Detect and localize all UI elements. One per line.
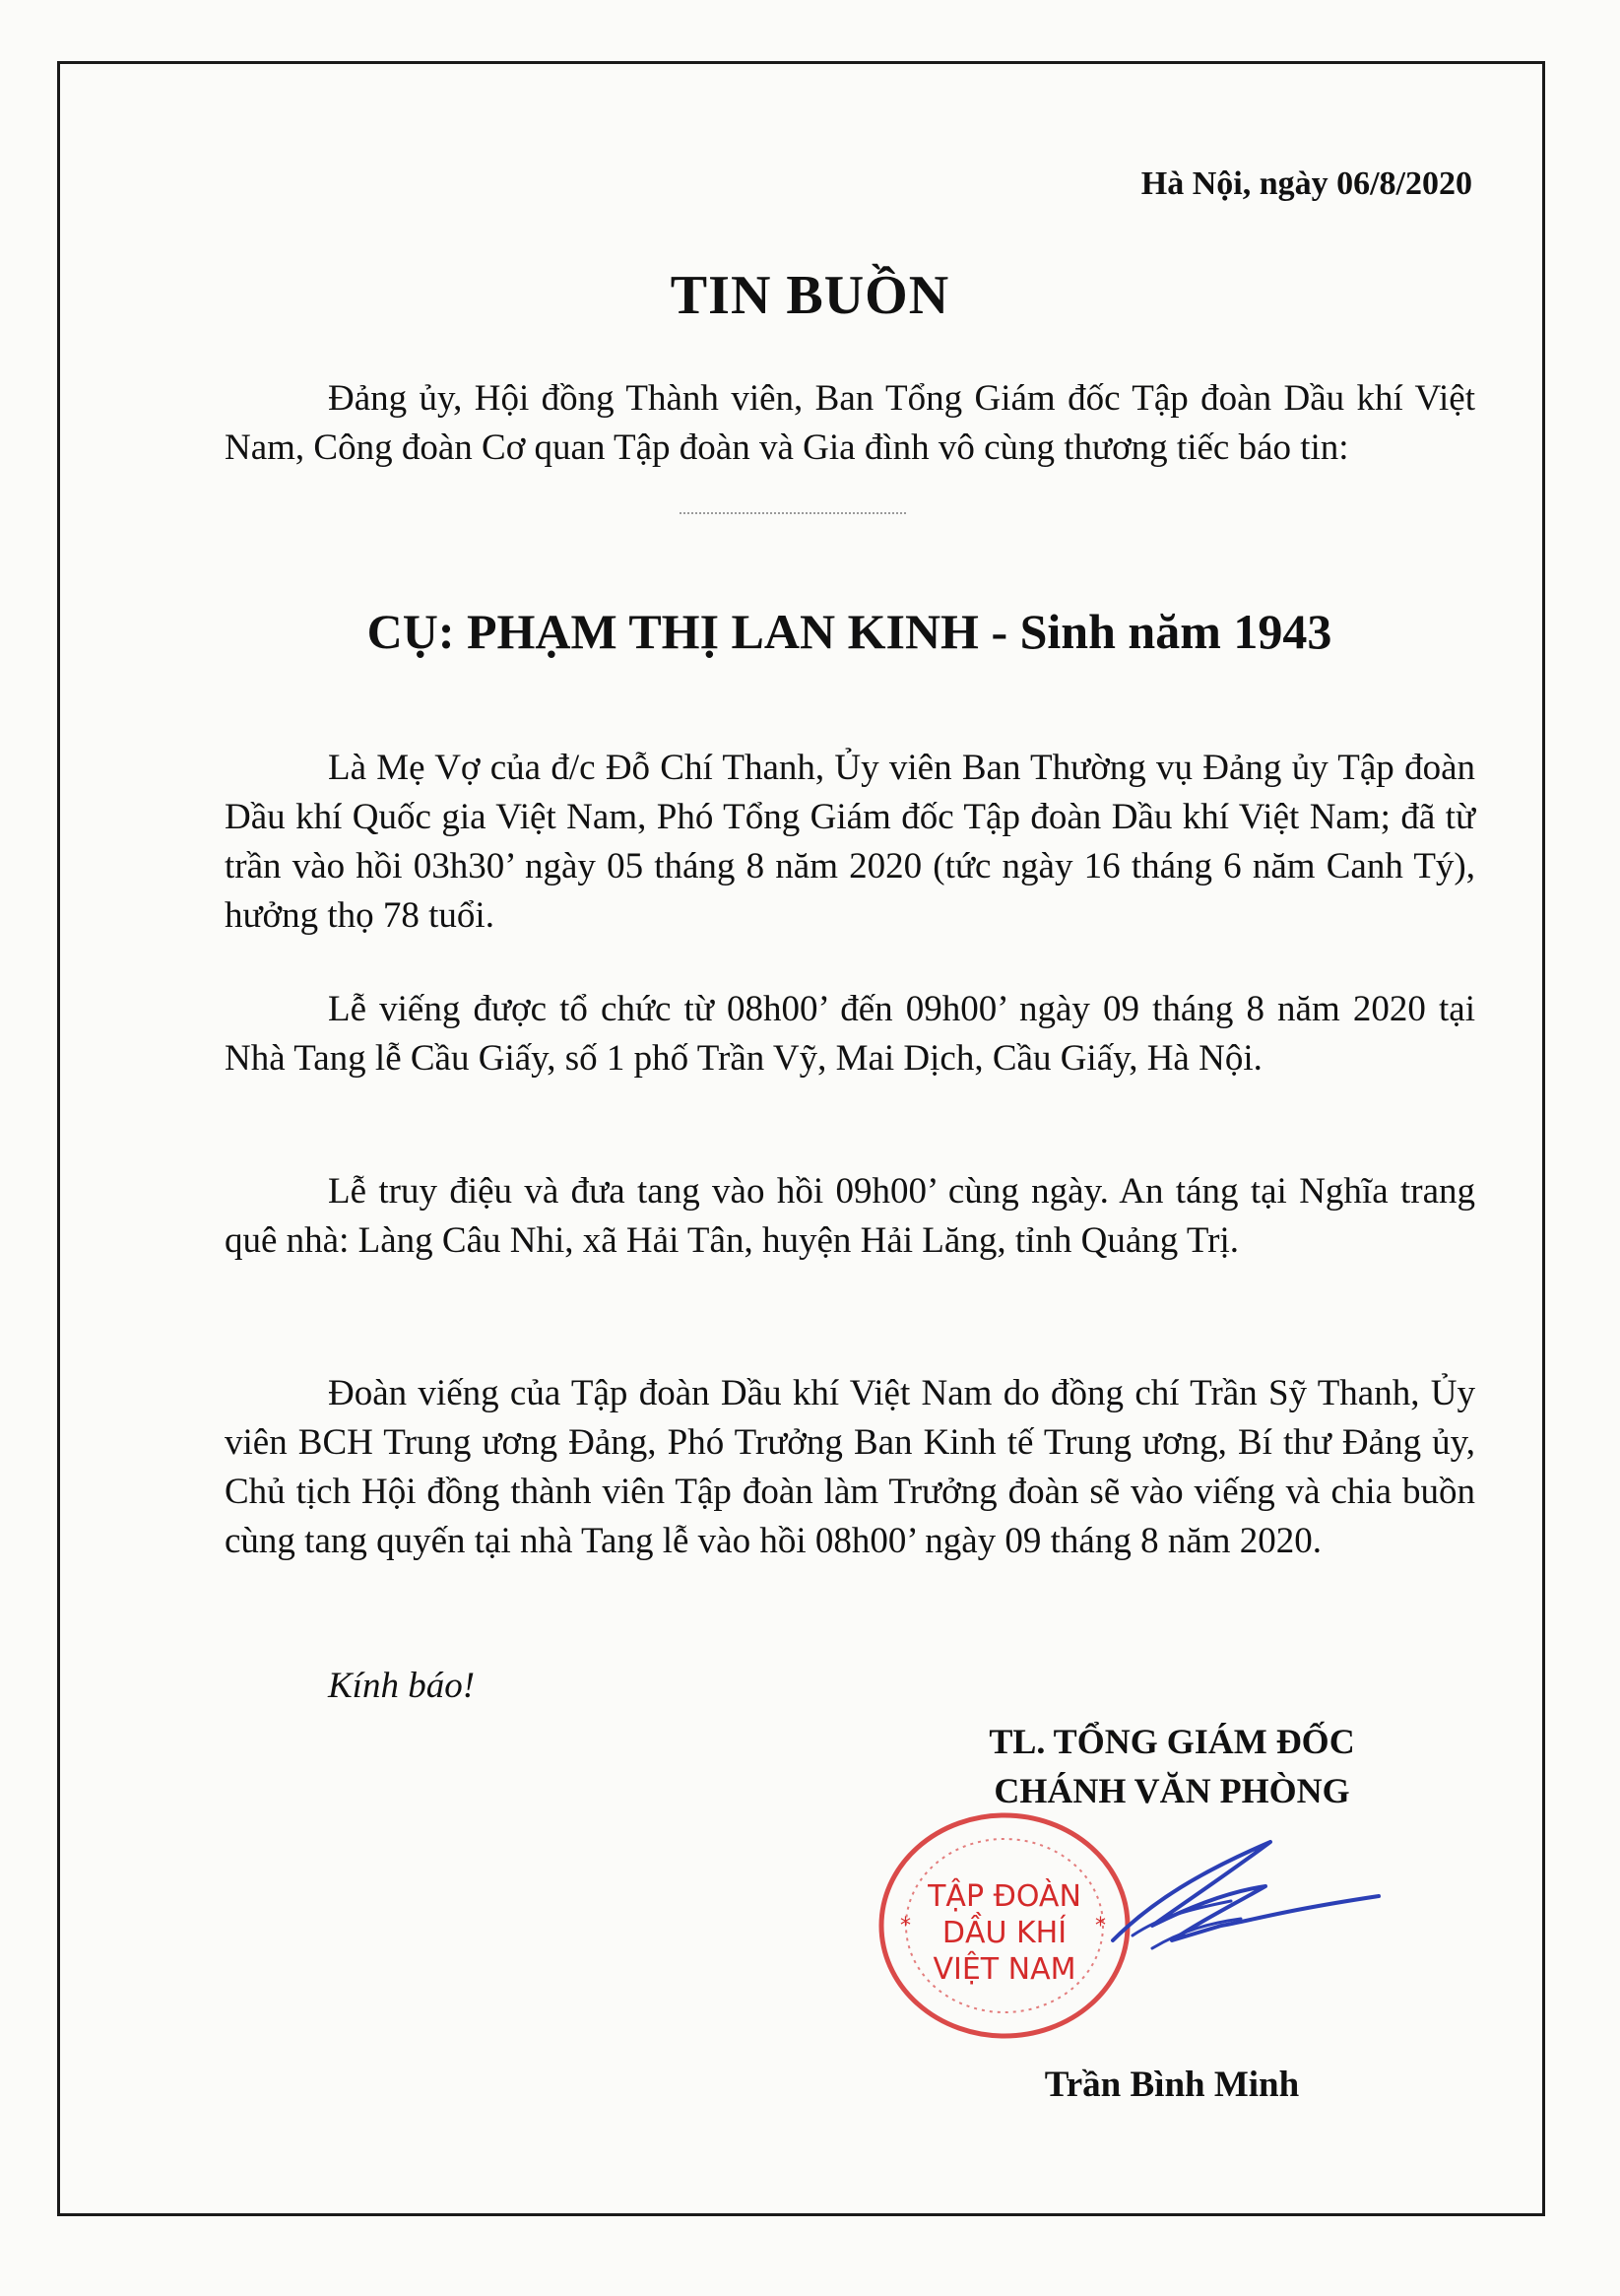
signature-title-line2: CHÁNH VĂN PHÒNG [994,1771,1350,1810]
paragraph-text: Là Mẹ Vợ của đ/c Đỗ Chí Thanh, Ủy viên Ban Thường vụ Đảng ủy Tập đoàn Dầu khí Quốc gia Việt Nam, Phó Tổng Giám đốc Tập đoàn Dầu khí Việt Nam; đã từ trần vào hồi 03h30’ ngày 05 tháng 8 năm 2020 (tức ngày 16 tháng 6 năm Canh Tý), hưởng thọ 78 tuổi. [225,748,1475,936]
paragraph-funeral-visit [225,985,1475,1083]
svg-text:TẬP ĐOÀN: TẬP ĐOÀN [928,1879,1081,1914]
paragraph-text: Đoàn viếng của Tập đoàn Dầu khí Việt Nam do đồng chí Trần Sỹ Thanh, Ủy viên BCH Trung ương Đảng, Phó Trưởng Ban Kinh tế Trung ương, Bí thư Đảng ủy, Chủ tịch Hội đồng thành viên Tập đoàn làm Trưởng đoàn sẽ vào viếng và chia buồn cùng tang quyến tại nhà Tang lễ vào hồi 08h00’ ngày 09 tháng 8 năm 2020. [225,1373,1475,1561]
svg-text:*: * [1095,1914,1106,1938]
paragraph-delegation [225,1369,1475,1566]
redaction-mark [680,512,906,516]
paragraph-burial [225,1167,1475,1266]
paragraph-relation [225,744,1475,941]
signer-name: Trần Bình Minh [1044,2065,1300,2105]
svg-text:VIỆT NAM: VIỆT NAM [933,1952,1076,1987]
paragraph-text: Lễ truy điệu và đưa tang vào hồi 09h00’ cùng ngày. An táng tại Nghĩa trang quê nhà: Làng Câu Nhi, xã Hải Tân, huyện Hải Lăng, tỉnh Quảng Trị. [225,1171,1475,1261]
document-title: TIN BUỒN [670,265,950,326]
paragraph-text: Lễ viếng được tổ chức từ 08h00’ đến 09h00’ ngày 09 tháng 8 năm 2020 tại Nhà Tang lễ Cầu Giấy, số 1 phố Trần Vỹ, Mai Dịch, Cầu Giấy, Hà Nội. [225,989,1475,1079]
signature-title-line1: TL. TỔNG GIÁM ĐỐC [989,1722,1355,1761]
deceased-name: CỤ: PHẠM THỊ LAN KINH - Sinh năm 1943 [366,604,1332,659]
svg-text:*: * [900,1914,911,1938]
date-line: Hà Nội, ngày 06/8/2020 [1140,165,1472,202]
handwritten-signature [1093,1832,1389,1970]
svg-text:DẦU KHÍ: DẦU KHÍ [941,1916,1068,1950]
intro-paragraph [225,374,1475,473]
intro-text: Đảng ủy, Hội đồng Thành viên, Ban Tổng Giám đốc Tập đoàn Dầu khí Việt Nam, Công đoàn Cơ quan Tập đoàn và Gia đình vô cùng thương tiếc báo tin: [225,378,1475,468]
closing-phrase: Kính báo! [328,1666,476,1706]
